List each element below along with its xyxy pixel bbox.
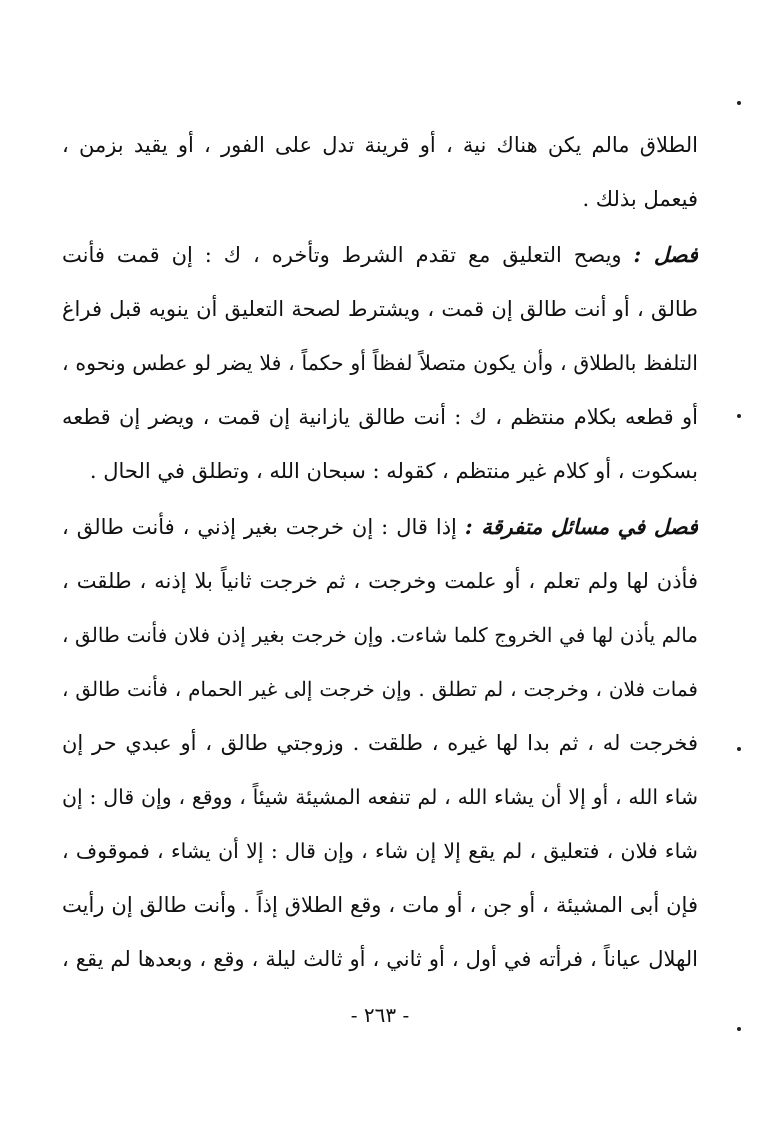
- paragraph: [62, 500, 698, 986]
- margin-mark: [737, 1027, 741, 1031]
- text-line: شاء فلان ، فتعليق ، لم يقع إلا إن شاء ، وإن قال : إلا أن يشاء ، فموقوف ،: [62, 839, 698, 863]
- page-number: - ٢٦٣ -: [350, 1003, 410, 1027]
- text-line: بسكوت ، أو كلام غير منتظم ، كقوله : سبحان الله ، وتطلق في الحال .: [89, 459, 698, 483]
- text-line: [62, 500, 698, 554]
- paragraph: [62, 228, 698, 498]
- text-line: فإن أبى المشيئة ، أو جن ، أو مات ، وقع الطلاق إذاً . وأنت طالق إن رأيت: [62, 893, 698, 917]
- text-line: الطلاق مالم يكن هناك نية ، أو قرينة تدل على الفور ، أو يقيد بزمن ،: [62, 133, 698, 157]
- text-line: فخرجت له ، ثم بدا لها غيره ، طلقت . وزوجتي طالق ، أو عبدي حر إن: [62, 731, 698, 755]
- text-line: [62, 228, 698, 282]
- text-line: التلفظ بالطلاق ، وأن يكون متصلاً لفظاً أو حكماً ، فلا يضر لو عطس ونحوه ،: [62, 351, 698, 375]
- section-heading: فصل في مسائل متفرقة :: [464, 514, 698, 539]
- text-line: أو قطعه بكلام منتظم ، ك : أنت طالق يازانية إن قمت ، ويضر إن قطعه: [62, 405, 698, 429]
- text-line: فيعمل بذلك .: [582, 187, 698, 211]
- text-line: فأذن لها ولم تعلم ، أو علمت وخرجت ، ثم خرجت ثانياً بلا إذنه ، طلقت ،: [62, 569, 698, 593]
- paragraph: [62, 118, 698, 226]
- body-text: [62, 118, 698, 986]
- text-line: فمات فلان ، وخرجت ، لم تطلق . وإن خرجت إلى غير الحمام ، فأنت طالق ،: [62, 677, 698, 701]
- text-line: طالق ، أو أنت طالق إن قمت ، ويشترط لصحة التعليق أن ينويه قبل فراغ: [62, 297, 698, 321]
- text-fragment: ويصح التعليق مع تقدم الشرط وتأخره ، ك : إن قمت فأنت: [62, 243, 622, 267]
- text-line: الهلال عياناً ، فرأته في أول ، أو ثاني ، أو ثالث ليلة ، وقع ، وبعدها لم يقع ،: [62, 947, 698, 971]
- text-line: شاء الله ، أو إلا أن يشاء الله ، لم تنفعه المشيئة شيئاً ، ووقع ، وإن قال : إن: [62, 785, 698, 809]
- section-heading: فصل :: [633, 242, 698, 267]
- text-line: مالم يأذن لها في الخروج كلما شاءت. وإن خرجت بغير إذن فلان فأنت طالق ،: [62, 623, 698, 647]
- margin-mark: [737, 414, 741, 418]
- margin-mark: [737, 747, 741, 751]
- text-fragment: إذا قال : إن خرجت بغير إذني ، فأنت طالق ،: [62, 515, 457, 539]
- margin-mark: [737, 101, 741, 105]
